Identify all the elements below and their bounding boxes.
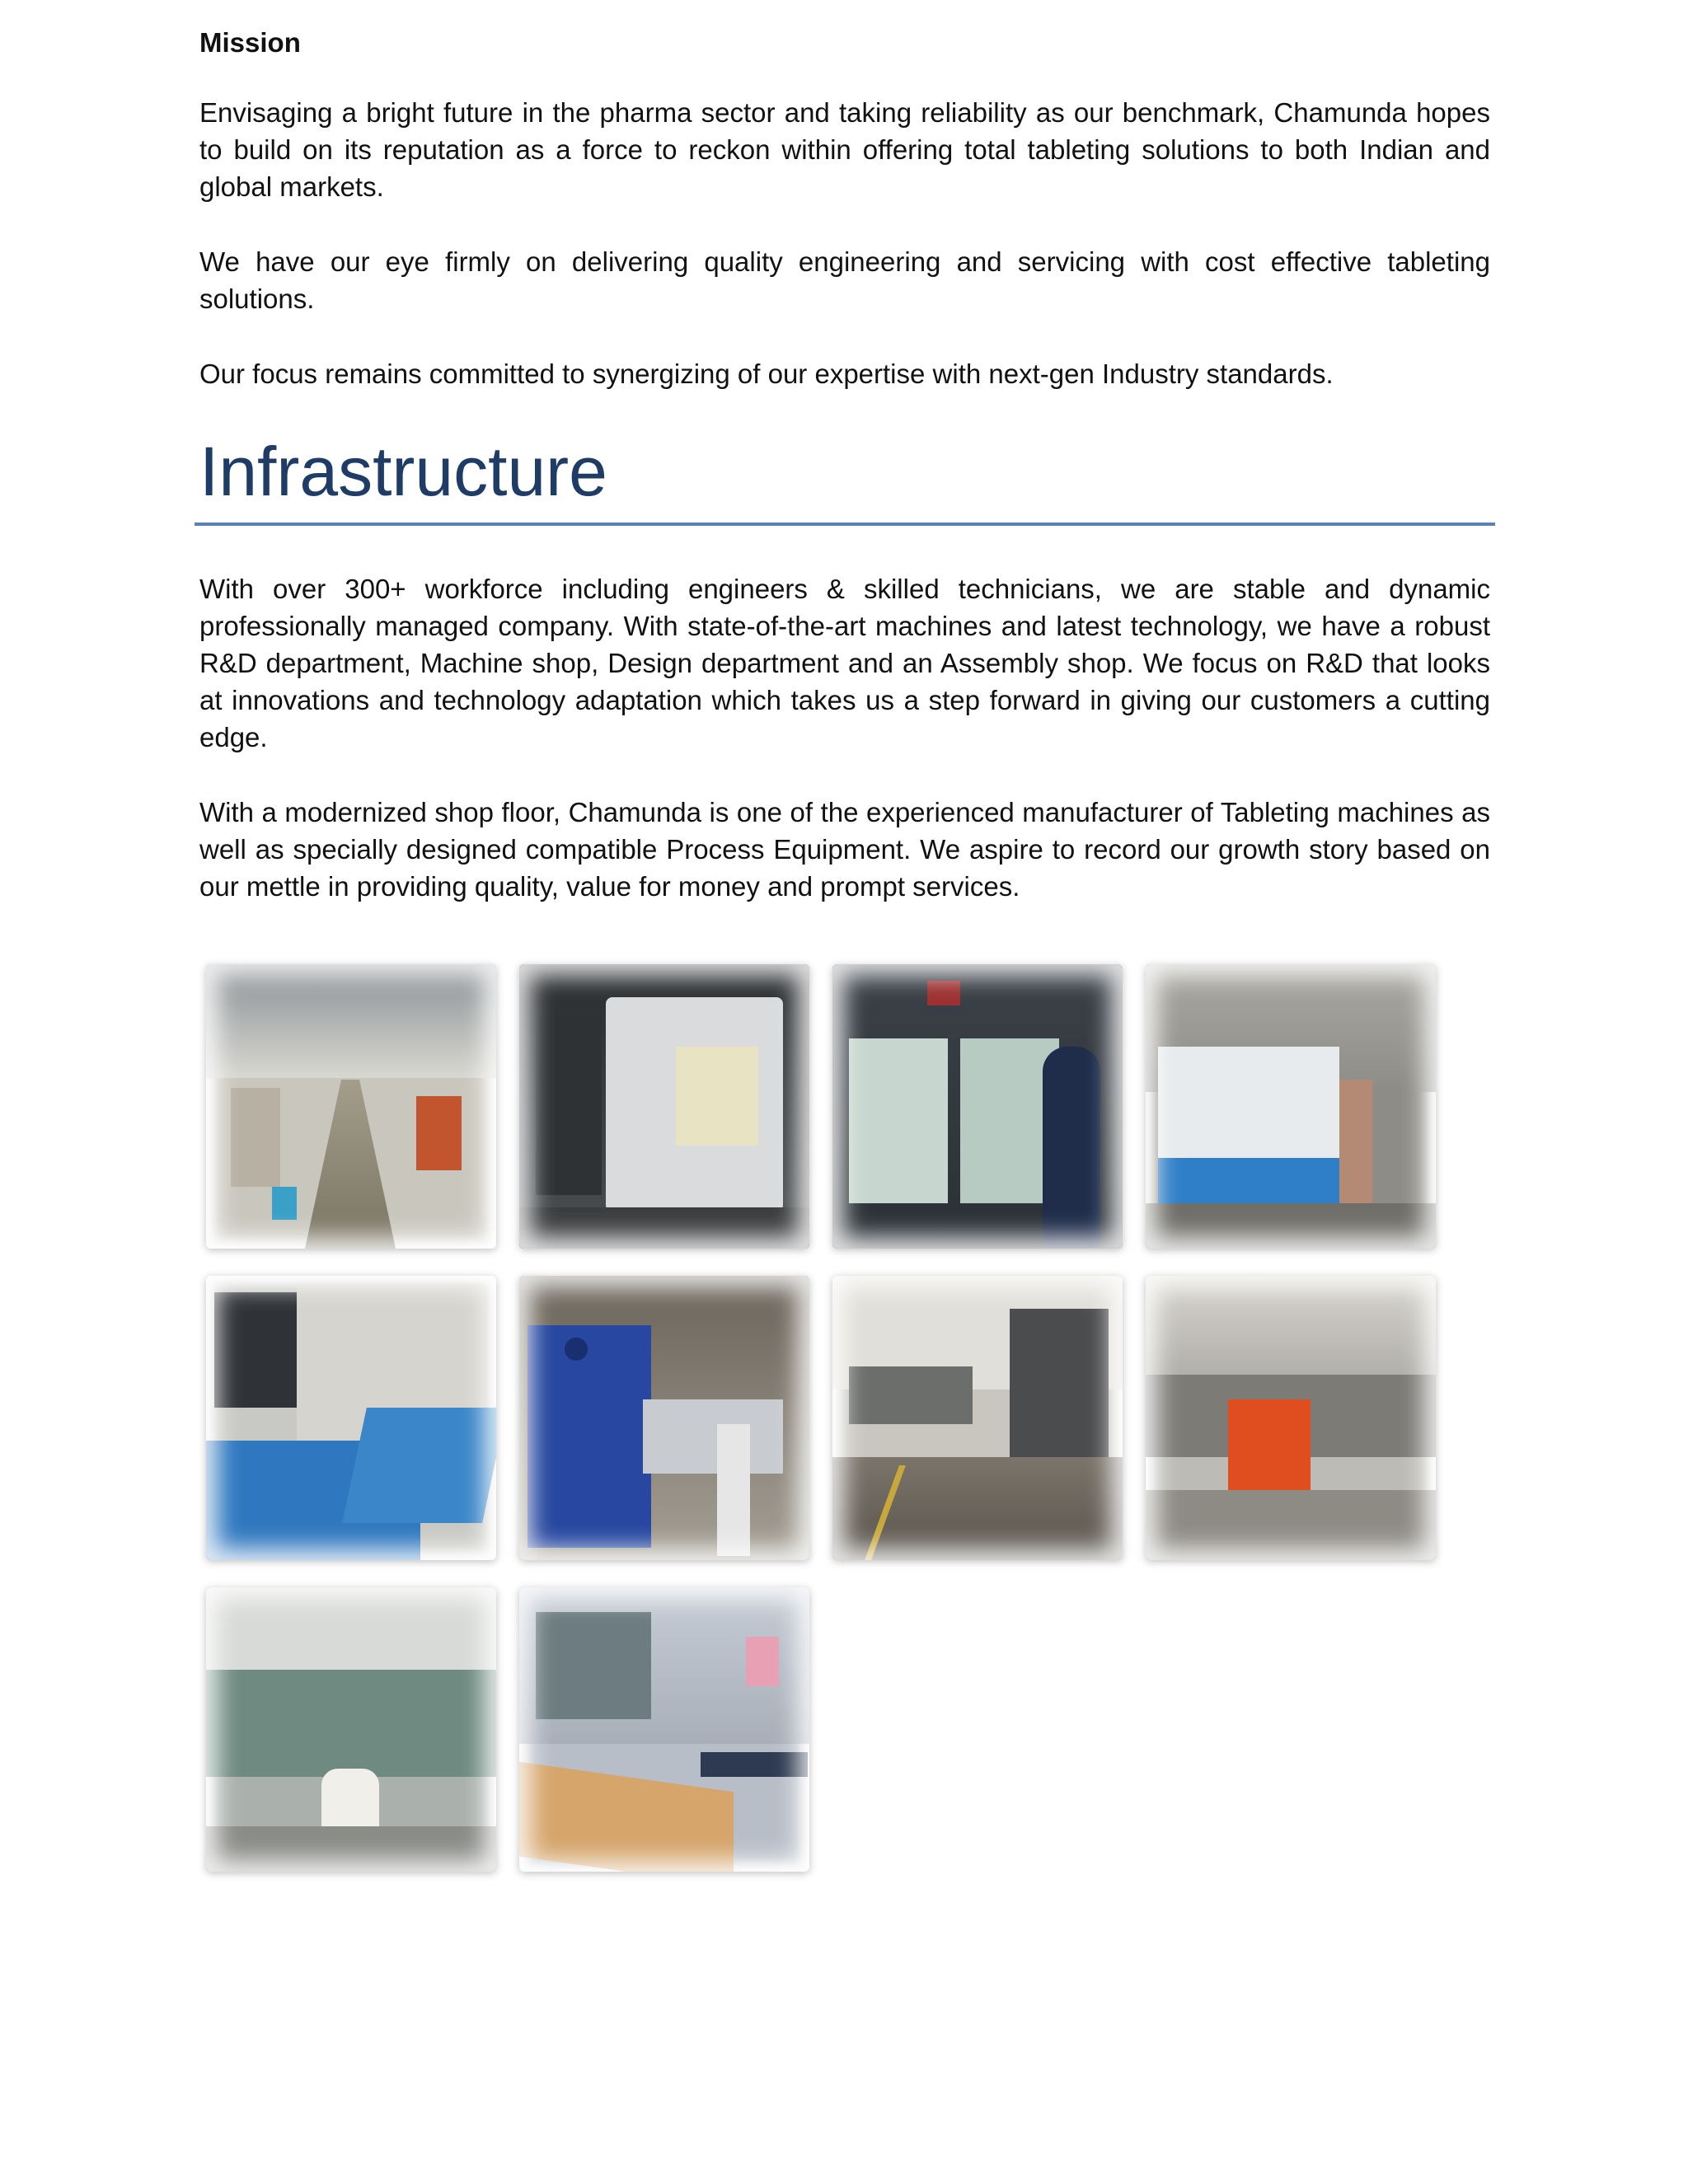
infrastructure-photo-gallery	[206, 964, 1442, 1879]
photo-cnc-machine-2	[832, 964, 1123, 1249]
mission-paragraph-1: Envisaging a bright future in the pharma sector and taking reliability as our benchmark, Chamunda hopes to build on its reputation as a force to reckon within offering total tableting solutions to both Indian and global markets.	[199, 97, 1490, 202]
photo-cnc-machine-1	[519, 964, 809, 1249]
photo-shop-floor-corridor	[832, 1276, 1123, 1560]
infrastructure-heading: Infrastructure	[199, 433, 607, 510]
mission-paragraph-2: We have our eye firmly on delivering quality engineering and servicing with cost effective tableting solutions.	[199, 246, 1490, 314]
photo-design-office	[519, 1587, 809, 1872]
mission-heading: Mission	[199, 27, 301, 58]
infrastructure-paragraph-2: With a modernized shop floor, Chamunda is one of the experienced manufacturer of Tableting machines as well as specially designed compatible Process Equipment. We aspire to record our growth story based on our mettle in providing quality, value for money and prompt services.	[199, 797, 1490, 902]
photo-workshop-technician	[206, 1587, 496, 1872]
photo-blue-cnc-machine	[1146, 964, 1436, 1249]
photo-assembly-shop-aisle	[206, 964, 496, 1249]
infrastructure-paragraph-1: With over 300+ workforce including engineers & skilled technicians, we are stable and dynamic professionally managed company. With state-of-the-art machines and latest technology, we have a robust R&D department, Machine shop, Design department and an Assembly shop. We focus on R&D that looks at innovations and technology adaptation which takes us a step forward in giving our customers a cutting edge.	[199, 574, 1490, 752]
photo-lathe-control-panel	[206, 1276, 496, 1560]
text-content	[199, 25, 1490, 943]
heading-underline	[195, 523, 1495, 526]
photo-press-brake	[519, 1276, 809, 1560]
photo-machine-shop-hall	[1146, 1276, 1436, 1560]
mission-paragraph-3: Our focus remains committed to synergizing of our expertise with next-gen Industry standards.	[199, 359, 1334, 389]
